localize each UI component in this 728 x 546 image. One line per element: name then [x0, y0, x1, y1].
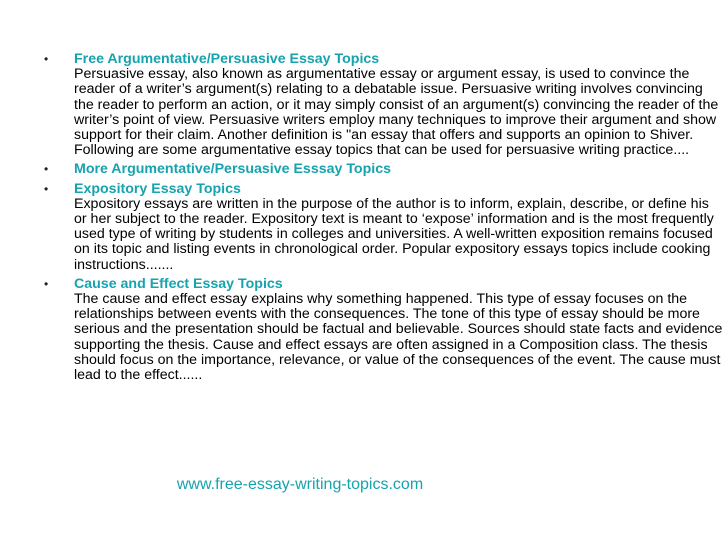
topic-description: The cause and effect essay explains why something happened. This type of essay focuses on the relationships between events with the consequences. The tone of this type of essay should be more serious and the presentation should be factual and believable. Sources should state facts and evidence supporting the thesis. Cause and effect essays are often assigned in a Composition class. The thesis should focus on the importance, relevance, or value of the consequences of the event. The cause must lead to the effect...... — [74, 291, 723, 384]
topic-link-argumentative[interactable]: Free Argumentative/Persuasive Essay Topics — [74, 51, 380, 67]
bullet-icon: • — [44, 276, 49, 291]
topic-link-expository[interactable]: Expository Essay Topics — [74, 180, 241, 197]
list-item — [44, 277, 724, 383]
topic-list — [44, 52, 724, 387]
topic-link-more-argumentative[interactable]: More Argumentative/Persuasive Esssay Topics — [74, 161, 391, 178]
topic-description: Persuasive essay, also known as argumentative essay or argument essay, is used to convince the reader of a writer’s argument(s) relating to a debatable issue. Persuasive writing involves convincing the reader to perform an action, or it may simply consist of an argument(s) convincing the reader of the writer’s point of view. Persuasive writers employ many techniques to improve their argument and show support for their claim. Another definition is "an essay that offers and supports an opinion to Shiver. Following are some argumentative essay topics that can be used for persuasive writing practice.... — [74, 66, 719, 159]
list-item — [44, 182, 724, 273]
footer-url-link[interactable]: www.free-essay-writing-topics.com — [176, 476, 424, 493]
topic-link-cause-effect[interactable]: Cause and Effect Essay Topics — [74, 275, 283, 292]
bullet-icon: • — [44, 181, 49, 196]
topic-description: Expository essays are written in the purpose of the author is to inform, explain, describe, or define his or her subject to the reader. Expository text is meant to ‘expose’ information and is the most frequently used type of writing by students in colleges and universities. A well-written exposition remains focused on its topic and listing events in chronological order. Popular expository essays topics include cooking instructions....... — [74, 195, 714, 273]
bullet-icon: • — [44, 52, 49, 66]
list-item — [44, 52, 724, 158]
bullet-icon: • — [44, 162, 49, 177]
list-item — [44, 162, 724, 177]
